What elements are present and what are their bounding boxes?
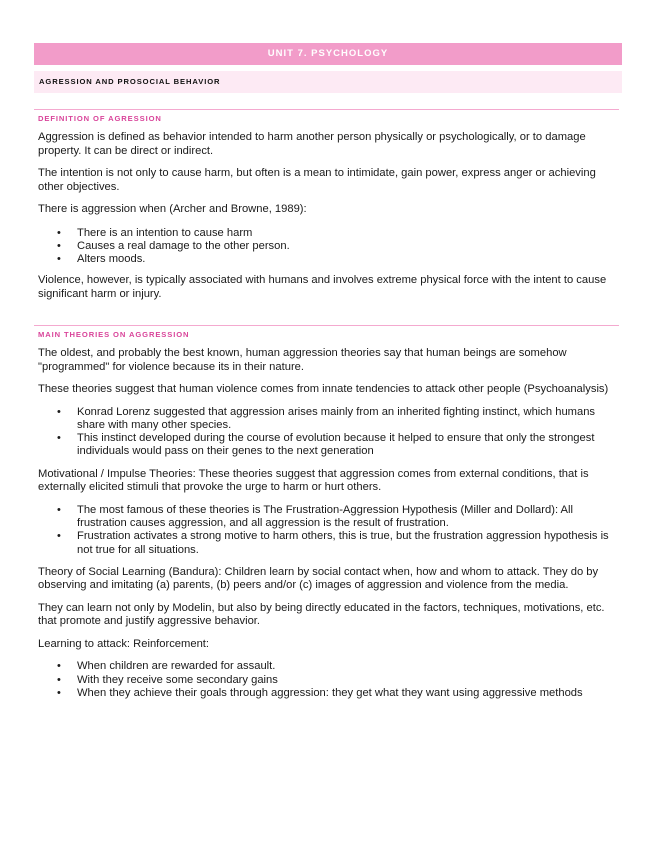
section-definition-body <box>38 131 620 301</box>
list-item: • Causes a real damage to the other person. <box>38 240 620 253</box>
paragraph: There is aggression when (Archer and Browne, 1989): <box>38 203 307 215</box>
paragraph: Theory of Social Learning (Bandura): Children learn by social contact when, how and whom to attack. They do by observing and imitating (a) parents, (b) peers and/or (c) images of aggression and violence from the media. <box>38 565 599 592</box>
bullet-list <box>38 504 620 557</box>
paragraph: These theories suggest that human violence comes from innate tendencies to attack other people (Psychoanalysis) <box>38 383 609 395</box>
paragraph: The intention is not only to cause harm, but often is a mean to intimidate, gain power, express anger or achieving other objectives. <box>38 167 596 193</box>
section-theories-body <box>38 347 620 700</box>
bullet-list <box>38 227 620 267</box>
bullet-list <box>38 660 620 700</box>
unit-title-banner: UNIT 7. PSYCHOLOGY <box>34 43 622 65</box>
section-divider <box>34 109 619 110</box>
paragraph: Motivational / Impulse Theories: These theories suggest that aggression comes from external conditions, that is externally elicited stimuli that provoke the urge to harm or hurt others. <box>38 467 589 494</box>
section-title-definition: DEFINITION OF AGRESSION <box>38 114 162 123</box>
paragraph: Violence, however, is typically associated with humans and involves extreme physical force with the intent to cause significant harm or injury. <box>38 274 607 300</box>
list-item: • When children are rewarded for assault. <box>38 660 620 673</box>
list-item: • Konrad Lorenz suggested that aggression arises mainly from an inherited fighting instinct, which humans share with many other species. <box>38 406 620 433</box>
paragraph: Aggression is defined as behavior intended to harm another person physically or psychologically, or to damage property. It can be direct or indirect. <box>38 131 586 157</box>
list-item: • This instinct developed during the course of evolution because it helped to ensure that only the strongest individuals would pass on their genes to the next generation <box>38 432 620 459</box>
bullet-list <box>38 406 620 459</box>
list-item: • The most famous of these theories is The Frustration-Aggression Hypothesis (Miller and Dollard): All frustration causes aggression, and all aggression is the result of frustration. <box>38 504 620 531</box>
list-item: • When they achieve their goals through aggression: they get what they want using aggressive methods <box>38 687 620 700</box>
paragraph: The oldest, and probably the best known, human aggression theories say that human beings are somehow "programmed" for violence because its in their nature. <box>38 347 567 373</box>
list-item: • With they receive some secondary gains <box>38 674 620 687</box>
section-divider <box>34 325 619 326</box>
paragraph: They can learn not only by Modelin, but also by being directly educated in the factors, techniques, motivations, etc. that promote and justify aggressive behavior. <box>38 601 605 628</box>
list-item: • There is an intention to cause harm <box>38 227 620 240</box>
paragraph: Learning to attack: Reinforcement: <box>38 637 210 650</box>
list-item: • Frustration activates a strong motive to harm others, this is true, but the frustration aggression hypothesis is not true for all situations. <box>38 530 620 557</box>
list-item: • Alters moods. <box>38 253 620 266</box>
section-title-theories: MAIN THEORIES ON AGGRESSION <box>38 330 190 339</box>
chapter-subtitle-bar: AGRESSION AND PROSOCIAL BEHAVIOR <box>34 71 622 93</box>
